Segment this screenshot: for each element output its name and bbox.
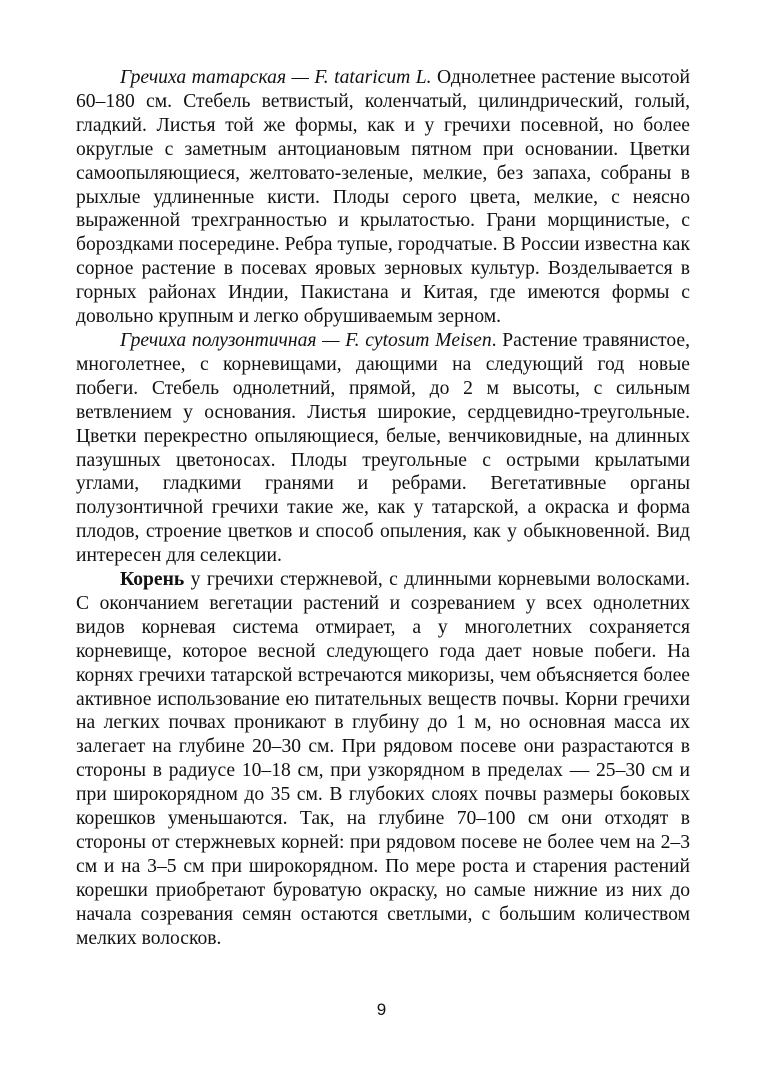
paragraph-tatar-buckwheat xyxy=(76,66,690,329)
page-number: 9 xyxy=(376,1000,387,1019)
paragraph-text: . Растение травянистое, многолетнее, с корневищами, дающими на следующий год новые побеги. Стебель однолетний, прямой, до 2 м высоты, с сильным ветвлением у основания. Листья широкие, сердцевидно-треугольные. Цветки перекрестно опыляющиеся, белые, венчиковидные, на длинных пазушных цветоносах. Плоды треугольные с острыми крылатыми углами, гладкими гранями и ребрами. Вегетативные органы полузонтичной гречихи такие же, как у татарской, а окраска и форма плодов, строение цветков и способ опыления, как у обыкновенной. Вид интересен для селекции. xyxy=(76,329,690,567)
page-body xyxy=(76,66,690,951)
paragraph-cymose-buckwheat xyxy=(76,329,690,568)
paragraph-root xyxy=(76,568,690,951)
paragraph-text: у гречихи стержневой, с длинными корневыми волосками. С окончанием вегетации растений и созреванием у всех однолетних видов корневая система отмирает, а у многолетних сохраняется корневище, которое весной следующего года дает новые побеги. На корнях гречихи татарской встречаются микоризы, чем объясняется более активное использование ею питательных веществ почвы. Корни гречихи на легких почвах проникают в глубину до 1 м, но основная масса их залегает на глубине 20–30 см. При рядовом посеве они разрастаются в стороны в радиусе 10–18 см, при узкорядном в пределах — 25–30 см и при широкорядном до 35 см. В глубоких слоях почвы размеры боковых корешков уменьшаются. Так, на глубине 70–100 см они отходят в стороны от стержневых корней: при рядовом посеве не более чем на 2–3 см и на 3–5 см при широкорядном. По мере роста и старения растений корешки приобретают буроватую окраску, но самые нижние из них до начала созревания семян остаются светлыми, с большим количеством мелких волосков. xyxy=(76,569,690,949)
paragraph-text: Однолетнее растение высотой 60–180 см. Стебель ветвистый, коленчатый, цилиндрический, голый, гладкий. Листья той же формы, как и у гречихи посевной, но более округлые с заметным антоциановым пятном при основании. Цветки самоопыляющиеся, желтовато-зеленые, мелкие, без запаха, собраны в рыхлые удлиненные кисти. Плоды серого цвета, мелкие, с неясно выраженной трехгранностью и крылатостью. Грани морщинистые, с бороздками посередине. Ребра тупые, городчатые. В России известна как сорное растение в посевах яровых зерновых культур. Возделывается в горных районах Индии, Пакистана и Китая, где имеются формы с довольно крупным и легко обрушиваемым зерном. xyxy=(76,67,690,328)
species-name-tatar: Гречиха татарская — F. tataricum L. xyxy=(120,67,432,88)
species-name-cymose: Гречиха полузонтичная — F. cytosum Meisen xyxy=(120,329,492,351)
term-root: Корень xyxy=(120,569,185,591)
